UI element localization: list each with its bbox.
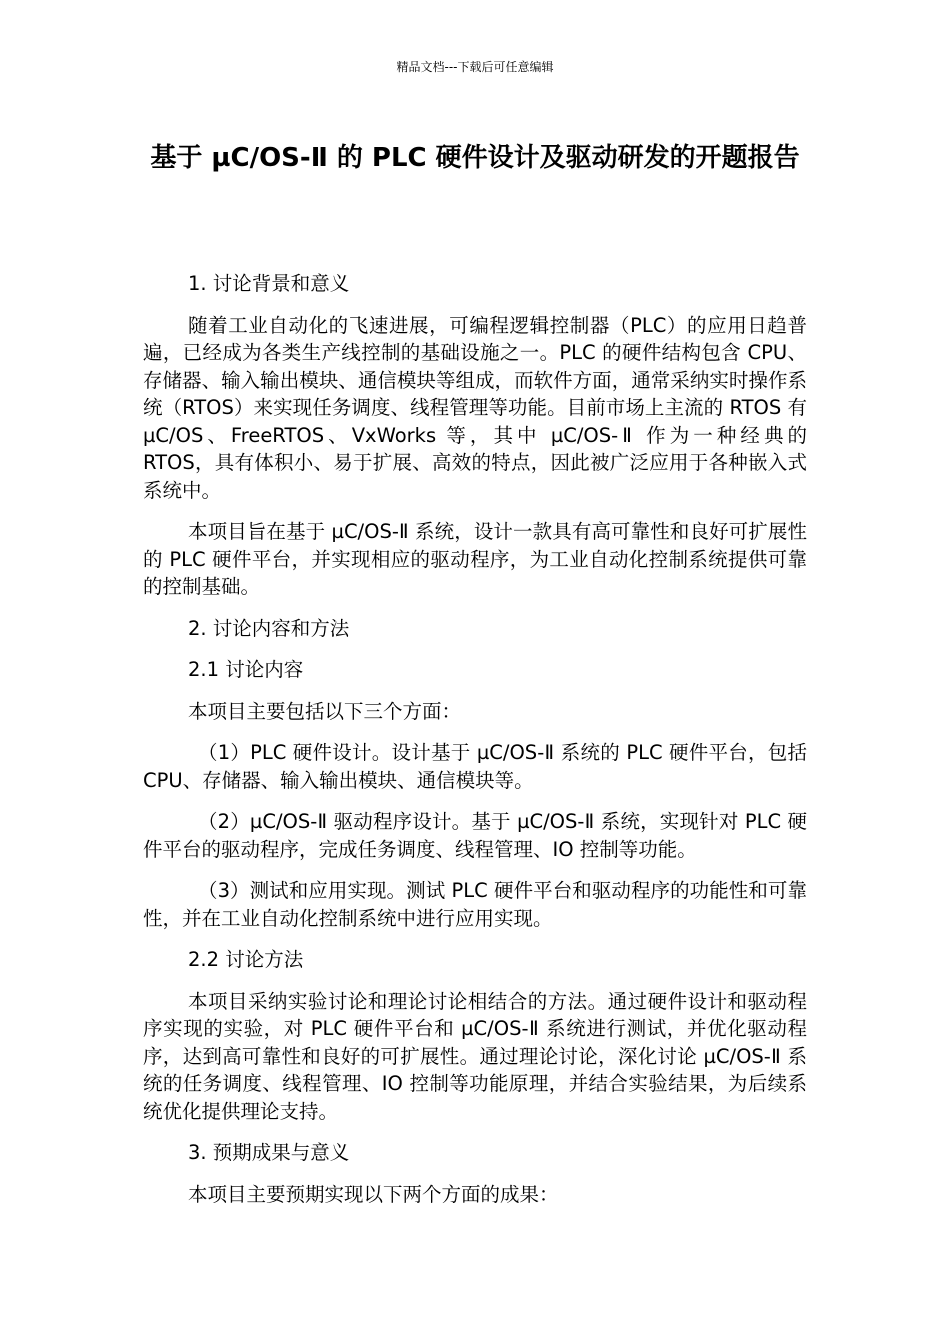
document-title: 基于 µC/OS-Ⅱ 的 PLC 硬件设计及驱动研发的开题报告 xyxy=(150,143,800,173)
paragraph-methods: 本项目采纳实验讨论和理论讨论相结合的方法。通过硬件设计和驱动程序实现的实验，对 PLC 硬件平台和 µC/OS-Ⅱ 系统进行测试，并优化驱动程序，达到高可靠性和良好的可扩展性。通过理论讨论，深化讨论 µC/OS-Ⅱ 系统的任务调度、线程管理、IO 控制等功能原理，并结合实验结果，为后续系统优化提供理论支持。 xyxy=(143,989,807,1123)
list-item-3: （3）测试和应用实现。测试 PLC 硬件平台和驱动程序的功能性和可靠性，并在工业自动化控制系统中进行应用实现。 xyxy=(143,879,807,930)
document-body xyxy=(143,270,807,1222)
section-heading-2-1: 2.1 讨论内容 xyxy=(188,658,304,681)
paragraph-content-intro: 本项目主要包括以下三个方面： xyxy=(188,699,462,723)
section-heading-2-2: 2.2 讨论方法 xyxy=(188,948,304,971)
paragraph-project-goal: 本项目旨在基于 µC/OS-Ⅱ 系统，设计一款具有高可靠性和良好可扩展性的 PLC 硬件平台，并实现相应的驱动程序，为工业自动化控制系统提供可靠的控制基础。 xyxy=(143,520,807,598)
section-heading-3: 3. 预期成果与意义 xyxy=(188,1141,350,1164)
list-item-2: （2）µC/OS-Ⅱ 驱动程序设计。基于 µC/OS-Ⅱ 系统，实现针对 PLC 硬件平台的驱动程序，完成任务调度、线程管理、IO 控制等功能。 xyxy=(143,810,807,861)
section-heading-1: 1. 讨论背景和意义 xyxy=(188,272,350,295)
page-header-note: 精品文档---下载后可任意编辑 xyxy=(396,60,554,74)
paragraph-expected-results: 本项目主要预期实现以下两个方面的成果： xyxy=(188,1182,559,1206)
section-heading-2: 2. 讨论内容和方法 xyxy=(188,616,350,640)
paragraph-background: 随着工业自动化的飞速进展，可编程逻辑控制器（PLC）的应用日趋普遍，已经成为各类生产线控制的基础设施之一。PLC 的硬件结构包含 CPU、存储器、输入输出模块、通信模块等组成，而软件方面，通常采纳实时操作系统（RTOS）来实现任务调度、线程管理等功能。目前市场上主流的 RTOS 有 µC/OS、FreeRTOS、VxWorks 等，其中 µC/OS-Ⅱ 作为一种经典的 RTOS，具有体积小、易于扩展、高效的特点，因此被广泛应用于各种嵌入式系统中。 xyxy=(143,313,807,502)
list-item-1: （1）PLC 硬件设计。设计基于 µC/OS-Ⅱ 系统的 PLC 硬件平台，包括 CPU、存储器、输入输出模块、通信模块等。 xyxy=(143,741,807,792)
